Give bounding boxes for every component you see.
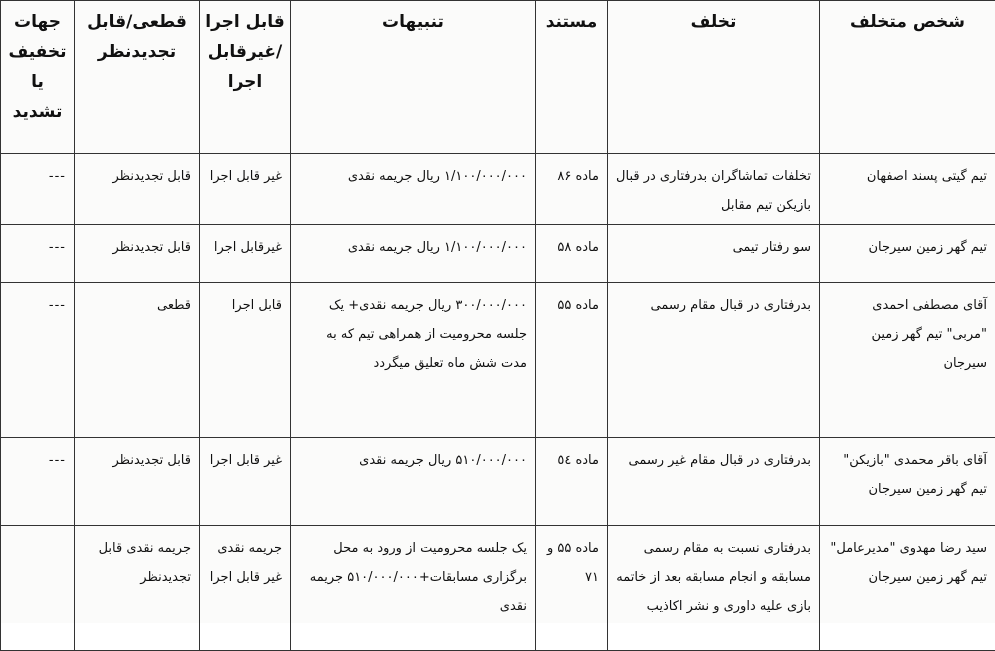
cell-executable: غیر قابل اجرا xyxy=(200,438,291,526)
cell-final: قابل تجدیدنظر xyxy=(75,438,200,526)
cell-basis: ماده ٥٤ xyxy=(536,438,608,526)
header-row xyxy=(1,1,995,154)
cell-final: قطعی xyxy=(75,283,200,438)
table-row xyxy=(1,526,995,651)
table-row xyxy=(1,283,995,438)
cell-offense: بدرفتاری در قبال مقام رسمی xyxy=(608,283,820,438)
header-executable: قابل اجرا /غیرقابل اجرا xyxy=(200,1,291,154)
cell-grounds: --- xyxy=(1,225,75,283)
cell-grounds: --- xyxy=(1,438,75,526)
cell-person: آقای مصطفی احمدی "مربی" تیم گهر زمین سیرجان xyxy=(820,283,995,438)
header-person: شخص متخلف xyxy=(820,1,995,154)
header-basis: مستند xyxy=(536,1,608,154)
cell-penalty: ۵۱۰/۰۰۰/۰۰۰ ریال جریمه نقدی xyxy=(291,438,536,526)
cell-penalty: یک جلسه محرومیت از ورود به محل برگزاری مسابقات+۵۱۰/۰۰۰/۰۰۰ جریمه نقدی xyxy=(291,526,536,651)
cell-offense: تخلفات تماشاگران بدرفتاری در قبال بازیکن تیم مقابل xyxy=(608,154,820,225)
cell-penalty: ۱/۱۰۰/۰۰۰/۰۰۰ ریال جریمه نقدی xyxy=(291,154,536,225)
header-grounds: جهات تخفیف یا تشدید xyxy=(1,1,75,154)
cell-final: قابل تجدیدنظر xyxy=(75,154,200,225)
cell-offense: بدرفتاری در قبال مقام غیر رسمی xyxy=(608,438,820,526)
table-row xyxy=(1,225,995,283)
cell-basis: ماده ۵۵ و ۷۱ xyxy=(536,526,608,651)
header-penalty: تنبیهات xyxy=(291,1,536,154)
cell-offense: سو رفتار تیمی xyxy=(608,225,820,283)
cell-person: سید رضا مهدوی "مدیرعامل" تیم گهر زمین سیرجان xyxy=(820,526,995,651)
cell-executable: غیرقابل اجرا xyxy=(200,225,291,283)
header-final: قطعی/قابل تجدیدنظر xyxy=(75,1,200,154)
cell-final: جریمه نقدی قابل تجدیدنظر xyxy=(75,526,200,651)
cell-person: آقای باقر محمدی "بازیکن" تیم گهر زمین سیرجان xyxy=(820,438,995,526)
cell-executable: قابل اجرا xyxy=(200,283,291,438)
cell-grounds xyxy=(1,526,75,651)
cell-person: تیم گهر زمین سیرجان xyxy=(820,225,995,283)
cell-grounds: --- xyxy=(1,283,75,438)
cell-basis: ماده ۸۶ xyxy=(536,154,608,225)
cell-basis: ماده ۵۵ xyxy=(536,283,608,438)
cell-offense: بدرفتاری نسبت به مقام رسمی مسابقه و انجام مسابقه بعد از خاتمه بازی علیه داوری و نشر اکاذیب xyxy=(608,526,820,651)
table-row xyxy=(1,438,995,526)
table-row xyxy=(1,154,995,225)
cell-executable: غیر قابل اجرا xyxy=(200,154,291,225)
cell-penalty: ۳۰۰/۰۰۰/۰۰۰ ریال جریمه نقدی+ یک جلسه محرومیت از همراهی تیم که به مدت شش ماه تعلیق میگردد xyxy=(291,283,536,438)
cell-basis: ماده ۵۸ xyxy=(536,225,608,283)
header-offense: تخلف xyxy=(608,1,820,154)
cell-person: تیم گیتی پسند اصفهان xyxy=(820,154,995,225)
cell-executable: جریمه نقدی غیر قابل اجرا xyxy=(200,526,291,651)
cell-penalty: ۱/۱۰۰/۰۰۰/۰۰۰ ریال جریمه نقدی xyxy=(291,225,536,283)
cell-grounds: --- xyxy=(1,154,75,225)
cell-final: قابل تجدیدنظر xyxy=(75,225,200,283)
